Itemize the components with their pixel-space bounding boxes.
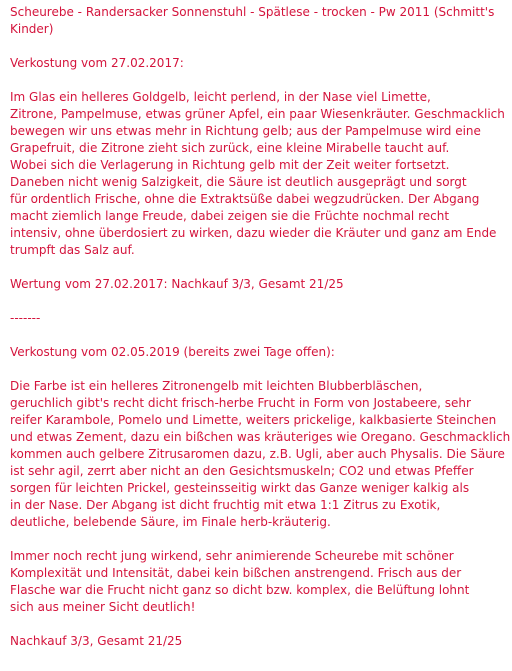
tasting1-rating: Wertung vom 27.02.2017: Nachkauf 3/3, Gesamt 21/25 xyxy=(10,277,344,291)
notes-line: deutliche, belebende Säure, im Finale herb-kräuterig. xyxy=(10,515,331,529)
summary-line: Immer noch recht jung wirkend, sehr animierende Scheurebe mit schöner xyxy=(10,549,454,563)
summary-line: sich aus meiner Sicht deutlich! xyxy=(10,600,196,614)
notes-line: bewegen wir uns etwas mehr in Richtung gelb; aus der Pampelmuse wird eine xyxy=(10,124,481,138)
tasting2-rating: Nachkauf 3/3, Gesamt 21/25 xyxy=(10,634,183,648)
summary-line: Komplexität und Intensität, dabei kein bißchen anstrengend. Frisch aus der xyxy=(10,566,462,580)
notes-line: für ordentlich Frische, ohne die Extraktsüße dabei wegzudrücken. Der Abgang xyxy=(10,192,480,206)
tasting1-notes xyxy=(10,89,506,259)
summary-line: Flasche war die Frucht nicht ganz so dicht bzw. komplex, die Belüftung lohnt xyxy=(10,583,470,597)
notes-line: Die Farbe ist ein helleres Zitronengelb mit leichten Blubberbläschen, xyxy=(10,379,423,393)
notes-line: geruchlich gibt's recht dicht frisch-herbe Frucht in Form von Jostabeere, sehr xyxy=(10,396,471,410)
notes-line: Daneben nicht wenig Salzigkeit, die Säure ist deutlich ausgeprägt und sorgt xyxy=(10,175,467,189)
notes-line: Zitrone, Pampelmuse, etwas grüner Apfel, ein paar Wiesenkräuter. Geschmacklich xyxy=(10,107,505,121)
tasting2-heading: Verkostung vom 02.05.2019 (bereits zwei Tage offen): xyxy=(10,345,335,359)
notes-line: reifer Karambole, Pomelo und Limette, weiters prickelige, kalkbasierte Steinchen xyxy=(10,413,497,427)
wine-title-line: Kinder) xyxy=(10,22,54,36)
notes-line: sorgen für leichten Prickel, gesteinsseitig wirkt das Ganze weniger kalkig als xyxy=(10,481,470,495)
notes-line: Wobei sich die Verlagerung in Richtung gelb mit der Zeit weiter fortsetzt. xyxy=(10,158,450,172)
tasting1-heading: Verkostung vom 27.02.2017: xyxy=(10,56,184,70)
wine-title xyxy=(10,4,506,38)
notes-line: intensiv, ohne überdosiert zu wirken, dazu wieder die Kräuter und ganz am Ende xyxy=(10,226,497,240)
notes-line: Im Glas ein helleres Goldgelb, leicht perlend, in der Nase viel Limette, xyxy=(10,90,431,104)
notes-line: ist sehr agil, zerrt aber nicht an den Gesichtsmuskeln; CO2 und etwas Pfeffer xyxy=(10,464,474,478)
notes-line: und etwas Zement, dazu ein bißchen was kräuteriges wie Oregano. Geschmacklich xyxy=(10,430,511,444)
notes-line: macht ziemlich lange Freude, dabei zeigen sie die Früchte nochmal recht xyxy=(10,209,450,223)
notes-line: Grapefruit, die Zitrone zieht sich zurück, eine kleine Mirabelle taucht auf. xyxy=(10,141,450,155)
notes-line: kommen auch gelbere Zitrusaromen dazu, z.B. Ugli, aber auch Physalis. Die Säure xyxy=(10,447,505,461)
tasting2-summary xyxy=(10,548,506,616)
notes-line: in der Nase. Der Abgang ist dicht fruchtig mit etwa 1:1 Zitrus zu Exotik, xyxy=(10,498,441,512)
section-separator: ------- xyxy=(10,311,41,325)
notes-line: trumpft das Salz auf. xyxy=(10,243,135,257)
wine-title-line: Scheurebe - Randersacker Sonnenstuhl - Spätlese - trocken - Pw 2011 (Schmitt's xyxy=(10,5,495,19)
tasting2-notes xyxy=(10,378,511,531)
